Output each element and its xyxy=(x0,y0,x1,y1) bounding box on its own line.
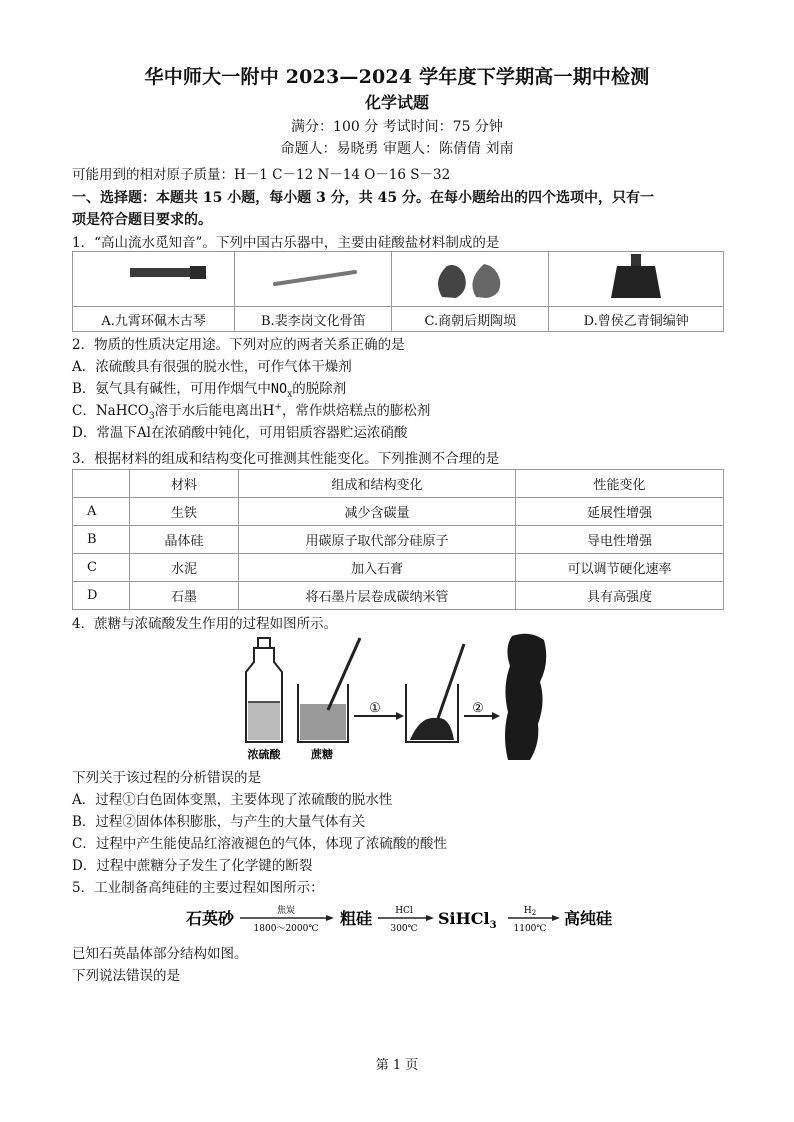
beaker-black-icon xyxy=(406,644,464,742)
q1-option-b: B.裴李岗文化骨笛 xyxy=(235,307,392,332)
q3-header-letter xyxy=(73,470,130,498)
flow-reagent-2: HCl xyxy=(395,906,413,916)
section-heading-2: 项是符合题目要求的。 xyxy=(72,212,212,228)
flow-arrowhead-3 xyxy=(552,915,560,921)
q3-table xyxy=(72,469,724,610)
q3-cell: 延展性增强 xyxy=(516,498,724,526)
q2-option-a: A．浓硫酸具有很强的脱水性，可作气体干燥剂 xyxy=(72,359,352,375)
flow-reagent-1: 焦炭 xyxy=(276,906,296,916)
page-number: 第 1 页 xyxy=(375,1058,419,1073)
q3-header-row xyxy=(73,470,724,498)
guqin-icon xyxy=(74,252,234,302)
q1-option-a: A.九霄环佩木古琴 xyxy=(73,307,235,332)
q5-question: 下列说法错误的是 xyxy=(72,968,180,984)
flow-condition-1: 1800～2000℃ xyxy=(253,924,319,934)
table-row xyxy=(73,498,724,526)
q3-cell: 导电性增强 xyxy=(516,526,724,554)
table-row xyxy=(73,554,724,582)
q3-header-material: 材料 xyxy=(130,470,239,498)
q1-image-a xyxy=(73,252,235,307)
q4-option-c: C．过程中产生能使品红溶液褪色的气体，体现了浓硫酸的酸性 xyxy=(72,836,447,852)
q2-option-d: D．常温下Al在浓硝酸中钝化，可用铝质容器贮运浓硝酸 xyxy=(72,425,408,441)
q3-cell: 减少含碳量 xyxy=(239,498,516,526)
reagent-bottle-icon xyxy=(246,638,282,742)
q3-cell: A xyxy=(73,498,130,526)
q3-cell: 生铁 xyxy=(130,498,239,526)
q4-option-d: D．过程中蔗糖分子发生了化学键的断裂 xyxy=(72,858,313,874)
score-time: 满分：100 分 考试时间：75 分钟 xyxy=(291,119,503,135)
q4-stem: 4．蔗糖与浓硫酸发生作用的过程如图所示。 xyxy=(72,616,338,632)
q4-question: 下列关于该过程的分析错误的是 xyxy=(72,770,261,786)
q3-cell: 用碳原子取代部分硅原子 xyxy=(239,526,516,554)
table-row xyxy=(73,526,724,554)
q3-header-property: 性能变化 xyxy=(516,470,724,498)
flow-condition-2: 300℃ xyxy=(390,924,418,934)
beaker-sugar-icon xyxy=(298,638,360,742)
q1-image-c xyxy=(392,252,549,307)
q3-cell: 水泥 xyxy=(130,554,239,582)
label-step-2: ② xyxy=(472,701,484,716)
flow-quartz-sand: 石英砂 xyxy=(186,909,235,928)
section-heading-1: 一、选择题：本题共 15 小题，每小题 3 分，共 45 分。在每小题给出的四个选项中，只有一 xyxy=(72,190,654,206)
flow-arrowhead-2 xyxy=(426,915,434,921)
q2-option-c: C．NaHCO$_3$溶于水后能电离出H+，常作烘焙糕点的膨松剂 xyxy=(72,402,431,422)
q1-option-c: C.商朝后期陶埙 xyxy=(392,307,549,332)
q3-cell: 可以调节硬化速率 xyxy=(516,554,724,582)
atomic-masses: 可能用到的相对原子质量：H－1 C－12 N－14 O－16 S－32 xyxy=(72,167,451,183)
flow-reagent-3: $H_2$ xyxy=(523,906,537,917)
q4-diagram xyxy=(240,632,560,764)
q3-header-change: 组成和结构变化 xyxy=(239,470,516,498)
q3-cell: 加入石膏 xyxy=(239,554,516,582)
flow-crude-silicon: 粗硅 xyxy=(340,909,373,928)
q2-stem: 2．物质的性质决定用途。下列对应的两者关系正确的是 xyxy=(72,337,405,353)
q3-cell: C xyxy=(73,554,130,582)
q3-cell: 具有高强度 xyxy=(516,582,724,610)
bone-flute-icon xyxy=(235,252,391,302)
q3-cell: D xyxy=(73,582,130,610)
q5-flow-diagram xyxy=(186,900,636,936)
q5-stem: 5．工业制备高纯硅的主要过程如图所示： xyxy=(72,880,324,896)
q1-image-b xyxy=(235,252,392,307)
q1-option-d: D.曾侯乙青铜编钟 xyxy=(549,307,724,332)
q1-image-d xyxy=(549,252,724,307)
flow-condition-3: 1100℃ xyxy=(513,924,547,934)
flow-sihcl3: SiHCl$_3$ xyxy=(438,909,497,931)
exam-title: 华中师大一附中 2023—2024 学年度下学期高一期中检测 xyxy=(144,66,650,88)
q3-stem: 3．根据材料的组成和结构变化可推测其性能变化。下列推测不合理的是 xyxy=(72,451,500,467)
q4-option-a: A．过程①白色固体变黑，主要体现了浓硫酸的脱水性 xyxy=(72,792,393,808)
label-acid: 浓硫酸 xyxy=(247,748,281,761)
pottery-xun-icon xyxy=(392,252,548,302)
q3-cell: 将石墨片层卷成碳纳米管 xyxy=(239,582,516,610)
flow-pure-silicon: 高纯硅 xyxy=(564,909,613,928)
q5-note: 已知石英晶体部分结构如图。 xyxy=(72,946,248,962)
carbon-column-icon xyxy=(505,634,546,760)
q1-options-table xyxy=(72,251,724,332)
q1-stem: 1．“高山流水觅知音”。下列中国古乐器中，主要由硅酸盐材料制成的是 xyxy=(72,235,500,251)
q3-cell: 石墨 xyxy=(130,582,239,610)
q4-option-b: B．过程②固体体积膨胀，与产生的大量气体有关 xyxy=(72,814,366,830)
flow-arrowhead-1 xyxy=(326,915,334,921)
label-step-1: ① xyxy=(369,701,381,716)
bronze-bell-icon xyxy=(551,252,721,302)
q3-cell: B xyxy=(73,526,130,554)
table-row xyxy=(73,582,724,610)
q3-cell: 晶体硅 xyxy=(130,526,239,554)
exam-subtitle: 化学试题 xyxy=(364,93,429,112)
label-sugar: 蔗糖 xyxy=(311,748,333,761)
q2-option-b: B．氨气具有碱性，可用作烟气中$NO_x$的脱除剂 xyxy=(72,381,347,400)
authors: 命题人：易晓勇 审题人：陈倩倩 刘南 xyxy=(280,141,514,157)
